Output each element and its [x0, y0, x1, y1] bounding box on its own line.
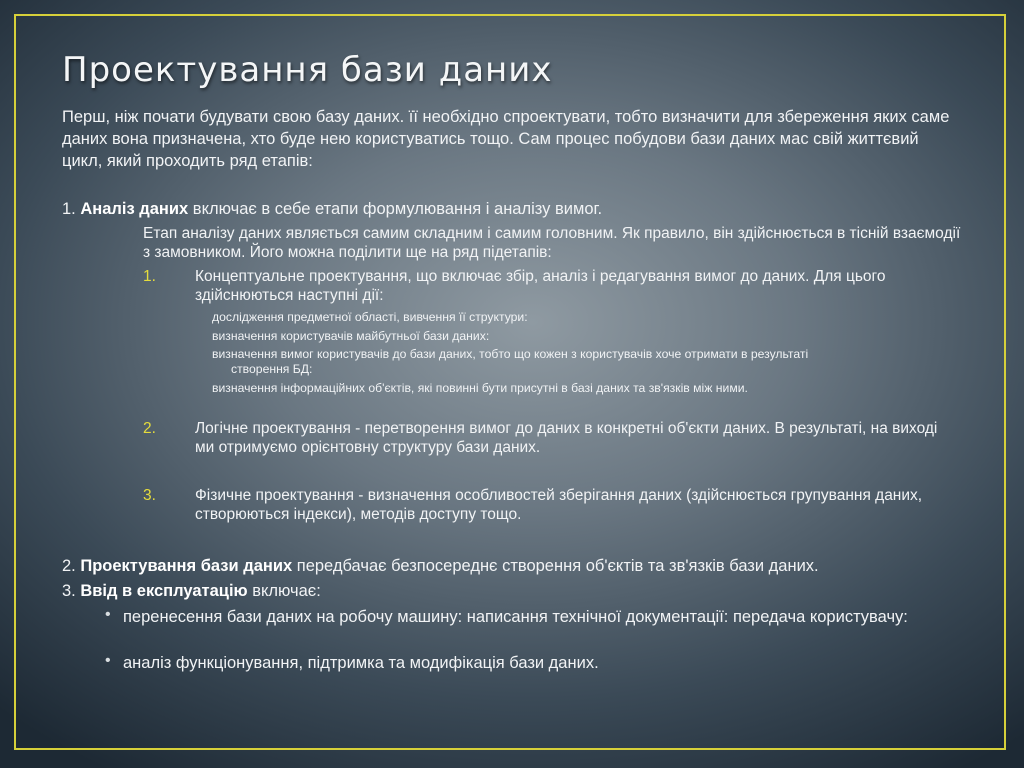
action-item: створення БД: [231, 362, 313, 376]
item-text: передбачає безпосереднє створення об'єктів та зв'язків бази даних. [292, 557, 819, 575]
item-number: 1. [62, 200, 76, 218]
intro-paragraph: Перш, ніж почати будувати свою базу даних. її необхідно спроектувати, тобто визначити для збереження яких саме даних вона призначена, хто буде нею користуватись тощо. Сам процес побудови бази даних мас свій життєвий цикл, який проходить ряд етапів: [62, 108, 950, 170]
bullet-icon: • [105, 652, 111, 669]
item-heading: Ввід в експлуатацію [80, 582, 248, 600]
analysis-description: Етап аналізу даних являється самим складним і самим головним. Як правило, він здійснюється в тісній взаємодії з замовником. Його можна поділити ще на ряд підетапів: [143, 225, 961, 261]
item-heading: Проектування бази даних [80, 557, 293, 575]
item-text: включає в себе етапи формулювання і аналізу вимог. [188, 200, 603, 218]
item-analysis [62, 198, 962, 220]
action-item: визначення інформаційних об'єктів, які повинні бути присутні в базі даних та зв'язків між ними. [212, 381, 748, 395]
action-item: визначення вимог користувачів до бази даних, тобто що кожен з користувачів хоче отримати в результаті [212, 347, 809, 361]
item-text: включає: [247, 582, 321, 600]
item-heading: Аналіз даних [80, 200, 189, 218]
item-number: 2. [62, 557, 76, 575]
subitem-number: 1. [143, 268, 156, 285]
slide-title: Проектування бази даних [62, 50, 553, 90]
subitem-logical: Логічне проектування - перетворення вимог до даних в конкретні об'єкти даних. В результаті, на виході ми отримуємо орієнтовну структуру бази даних. [195, 420, 938, 456]
subitem-number: 2. [143, 420, 156, 437]
bullet-item: перенесення бази даних на робочу машину: написання технічної документації: передача користувачу: [123, 608, 908, 626]
item-deployment [62, 580, 962, 602]
subitem-number: 3. [143, 487, 156, 504]
action-item: визначення користувачів майбутньої бази даних: [212, 329, 490, 343]
item-design [62, 555, 982, 577]
subitem-conceptual: Концептуальне проектування, що включає збір, аналіз і редагування вимог до даних. Для цього здійснюються наступні дії: [195, 268, 886, 304]
subitem-physical: Фізичне проектування - визначення особливостей зберігання даних (здійснюється групування даних, створюються індекси), методів доступу тощо. [195, 487, 923, 523]
bullet-item: аналіз функціонування, підтримка та модифікація бази даних. [123, 654, 599, 672]
bullet-icon: • [105, 606, 111, 623]
action-item: дослідження предметної області, вивчення її структури: [212, 310, 528, 324]
item-number: 3. [62, 582, 76, 600]
